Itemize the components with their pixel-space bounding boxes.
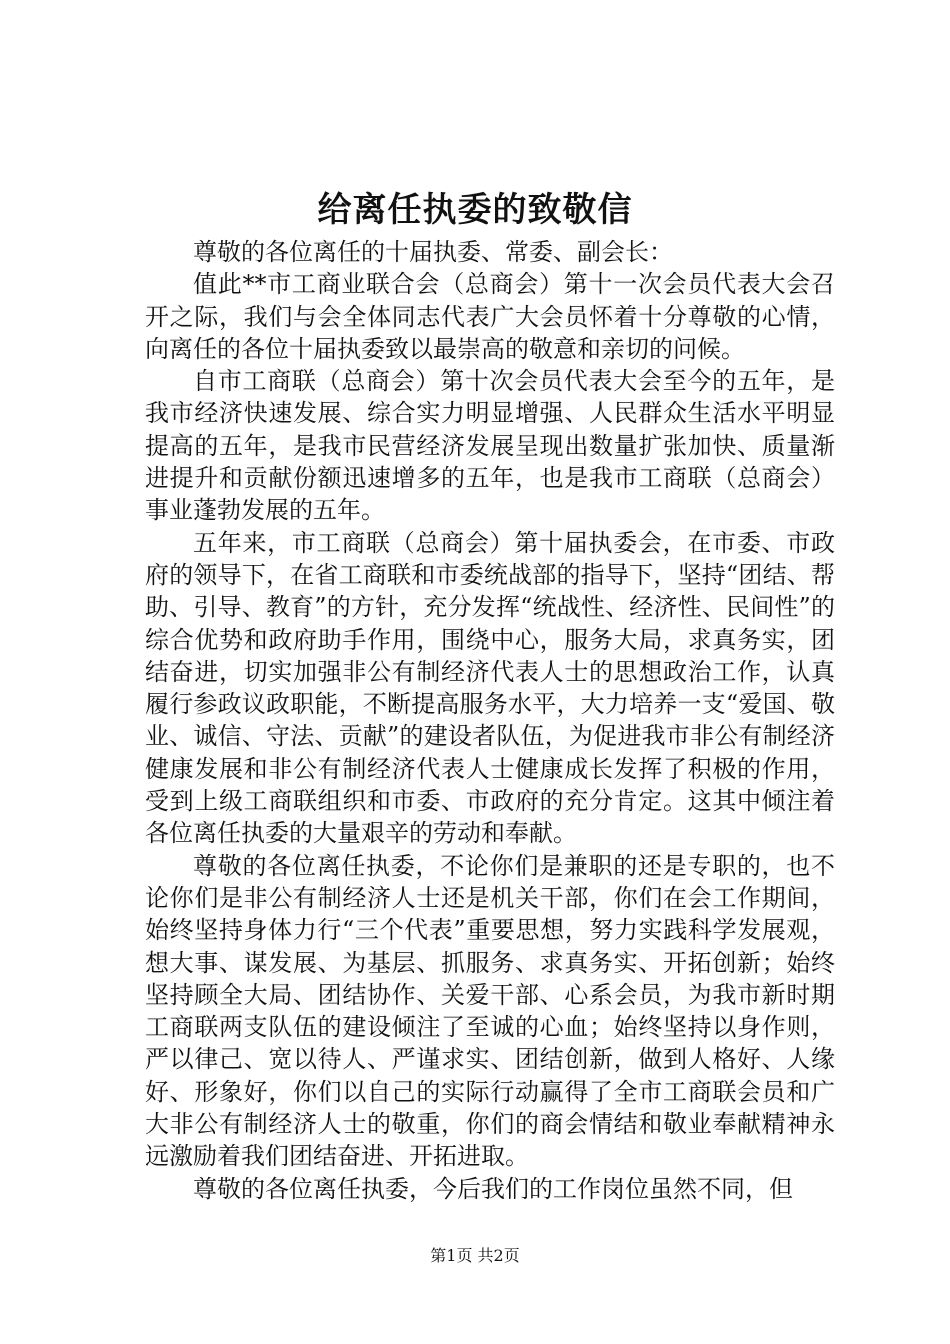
body-paragraph: 值此**市工商业联合会（总商会）第十一次会员代表大会召开之际，我们与会全体同志代表广大会员怀着十分尊敬的心情，向离任的各位十届执委致以最崇高的敬意和亲切的问候。	[145, 270, 835, 363]
body-paragraph: 五年来，市工商联（总商会）第十届执委会，在市委、市政府的领导下，在省工商联和市委统战部的指导下，坚持“团结、帮助、引导、教育”的方针，充分发挥“统战性、经济性、民间性”的综合优势和政府助手作用，围绕中心，服务大局，求真务实，团结奋进，切实加强非公有制经济代表人士的思想政治工作，认真履行参政议政职能，不断提高服务水平，大力培养一支“爱国、敬业、诚信、守法、贡献”的建设者队伍，为促进我市非公有制经济健康发展和非公有制经济代表人士健康成长发挥了积极的作用，受到上级工商联组织和市委、市政府的充分肯定。这其中倾注着各位离任执委的大量艰辛的劳动和奉献。	[145, 528, 835, 848]
body-paragraph: 尊敬的各位离任执委，不论你们是兼职的还是专职的，也不论你们是非公有制经济人士还是机关干部，你们在会工作期间，始终坚持身体力行“三个代表”重要思想，努力实践科学发展观，想大事、谋发展、为基层、抓服务、求真务实、开拓创新；始终坚持顾全大局、团结协作、关爱干部、心系会员，为我市新时期工商联两支队伍的建设倾注了至诚的心血；始终坚持以身作则，严以律己、宽以待人、严谨求实、团结创新，做到人格好、人缘好、形象好，你们以自己的实际行动赢得了全市工商联会员和广大非公有制经济人士的敬重，你们的商会情结和敬业奉献精神永远激励着我们团结奋进、开拓进取。	[145, 851, 835, 1171]
salutation-paragraph: 尊敬的各位离任的十届执委、常委、副会长：	[193, 238, 673, 266]
page-number-footer: 第1页 共2页	[430, 1246, 520, 1265]
body-paragraph: 尊敬的各位离任执委，今后我们的工作岗位虽然不同，但	[193, 1174, 793, 1203]
document-body	[145, 236, 835, 1205]
document-title: 给离任执委的致敬信	[317, 190, 633, 230]
body-paragraph: 自市工商联（总商会）第十次会员代表大会至今的五年，是我市经济快速发展、综合实力明显增强、人民群众生活水平明显提高的五年，是我市民营经济发展呈现出数量扩张加快、质量渐进提升和贡献份额迅速增多的五年，也是我市工商联（总商会）事业蓬勃发展的五年。	[145, 367, 835, 525]
